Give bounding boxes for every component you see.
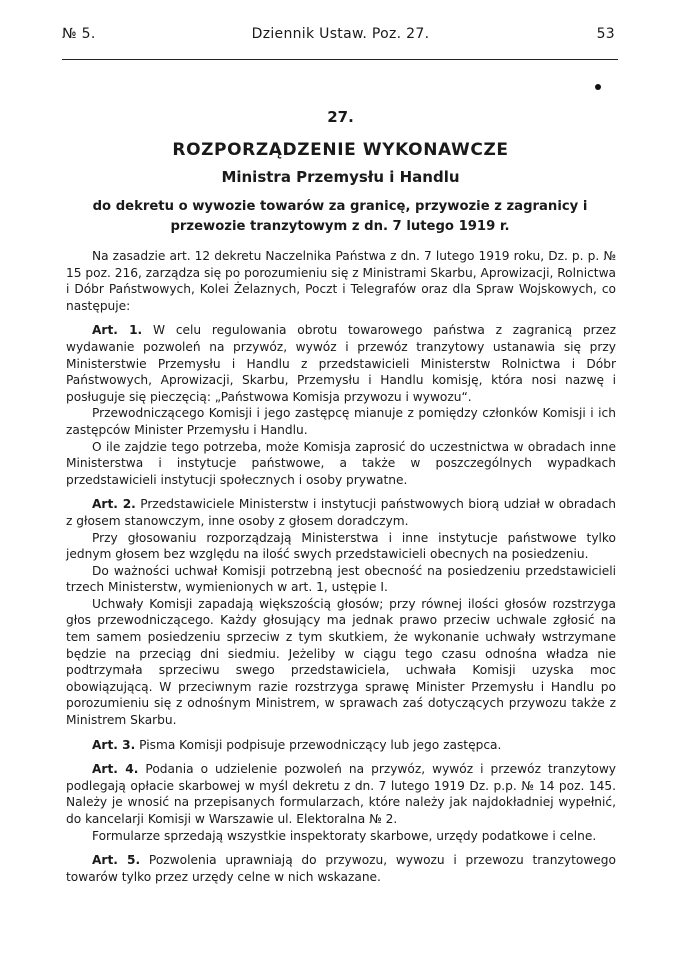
article-text: Pozwolenia uprawniają do przywozu, wywozu i przewozu tranzytowego towarów tylko przez urzędy celne w nich wskazane. xyxy=(66,853,616,884)
article-2 xyxy=(66,496,616,529)
intro-paragraph: Na zasadzie art. 12 dekretu Naczelnika Państwa z dn. 7 lutego 1919 roku, Dz. p. p. № 15 poz. 216, zarządza się po porozumieniu się z Ministrami Skarbu, Aprowizacji, Rolnictwa i Dóbr Państwowych, Kolei Żelaznych, Poczt i Telegrafów oraz dla Spraw Wojskowych, co następuje: xyxy=(66,249,617,313)
issue-number: № 5. xyxy=(62,26,96,42)
article-text: Przedstawiciele Ministerstw i instytucji państwowych biorą udział w obradach z głosem stanowczym, inne osoby z głosem doradczym. xyxy=(66,497,616,528)
article-text: Pisma Komisji podpisuje przewodniczący lub jego zastępca. xyxy=(139,737,502,752)
article-label: Art. 5. xyxy=(92,853,141,868)
article-paragraph: Do ważności uchwał Komisji potrzebną jest obecność na posiedzeniu przedstawicieli trzech Ministerstw, wymienionych w art. 1, ustępie I. xyxy=(66,563,616,595)
article-label: Art. 3. xyxy=(92,737,136,752)
ink-spot-mark xyxy=(595,84,601,90)
article-text: Podania o udzielenie pozwoleń na przywóz, wywóz i przewóz tranzytowy podlegają opłacie skarbowej w myśl dekretu z dn. 7 lutego 1919 Dz. p.p. № 14 poz. 145. Należy je wnosić na przepisanych formularzach, które należy jak najdokładniej wypełnić, do kancelarji Komisji w Warszawie ul. Elektoralna № 2. xyxy=(66,762,616,826)
article-text: W celu regulowania obrotu towarowego państwa z zagranicą przez wydawanie pozwoleń na przywóz, wywóz i przewóz tranzytowy ustanawia się przy Ministerstwie Przemysłu i Handlu z przedstawicieli Ministerstw Rolnictwa i Dóbr Państwowych, Aprowizacji, Skarbu, Przemysłu i Handlu komisję, która nosi nazwę i posługuje się pieczęcią: „Państwowa Komisja przywozu i wywozu“. xyxy=(66,323,616,404)
article-paragraph: Przewodniczącego Komisji i jego zastępcę mianuje z pomiędzy członków Komisji i ich zastępców Minister Przemysłu i Handlu. xyxy=(66,406,616,437)
document-title: ROZPORZĄDZENIE WYKONAWCZE xyxy=(172,140,509,160)
journal-title: Dziennik Ustaw. Poz. 27. xyxy=(251,26,430,42)
article-paragraph: Formularze sprzedają wszystkie inspektoraty skarbowe, urzędy podatkowe i celne. xyxy=(92,828,597,843)
article-4 xyxy=(66,761,616,827)
document-body xyxy=(66,248,616,885)
article-label: Art. 1. xyxy=(92,323,143,338)
document-subject: do dekretu o wywozie towarów za granicę, przywozie z zagranicy i przewozie tranzytowym z dn. 7 lutego 1919 r. xyxy=(92,199,588,234)
document-subtitle: Ministra Przemysłu i Handlu xyxy=(221,168,460,186)
article-paragraph: Uchwały Komisji zapadają większością głosów; przy równej ilości głosów rozstrzyga głos przewodniczącego. Każdy głosujący ma jednak prawo przeciw uchwale zgłosić na tem samem posiedzeniu sprzeciw z tym skutkiem, że wykonanie uchwały wstrzymane będzie na przeciąg dni siedmiu. Jeżeliby w ciągu tego czasu odnośna władza nie podtrzymała sprzeciwu swego przedstawiciela, uchwała Komisji uzyska moc obowiązującą. W przeciwnym razie rozstrzyga sprawę Minister Przemysłu i Handlu po porozumieniu się z odnośnym Ministrem, w sprawach zaś dotyczących przywozu także z Ministrem Skarbu. xyxy=(66,596,616,728)
article-1 xyxy=(66,322,616,405)
article-label: Art. 2. xyxy=(92,497,136,512)
article-3 xyxy=(66,737,616,754)
article-5 xyxy=(66,852,616,885)
article-label: Art. 4. xyxy=(92,762,139,777)
article-paragraph: O ile zajdzie tego potrzeba, może Komisja zaprosić do uczestnictwa w obradach inne Ministerstwa i instytucje państwowe, a także w poszczególnych wypadkach przedstawicieli instytucji społecznych i osoby prywatne. xyxy=(66,439,616,487)
position-number: 27. xyxy=(327,108,354,126)
page-number: 53 xyxy=(596,26,615,42)
article-paragraph: Przy głosowaniu rozporządzają Ministerstwa i inne instytucje państwowe tylko jednym głosem bez względu na ilość swych przedstawicieli obecnych na posiedzeniu. xyxy=(66,530,616,562)
header-rule xyxy=(62,59,618,60)
